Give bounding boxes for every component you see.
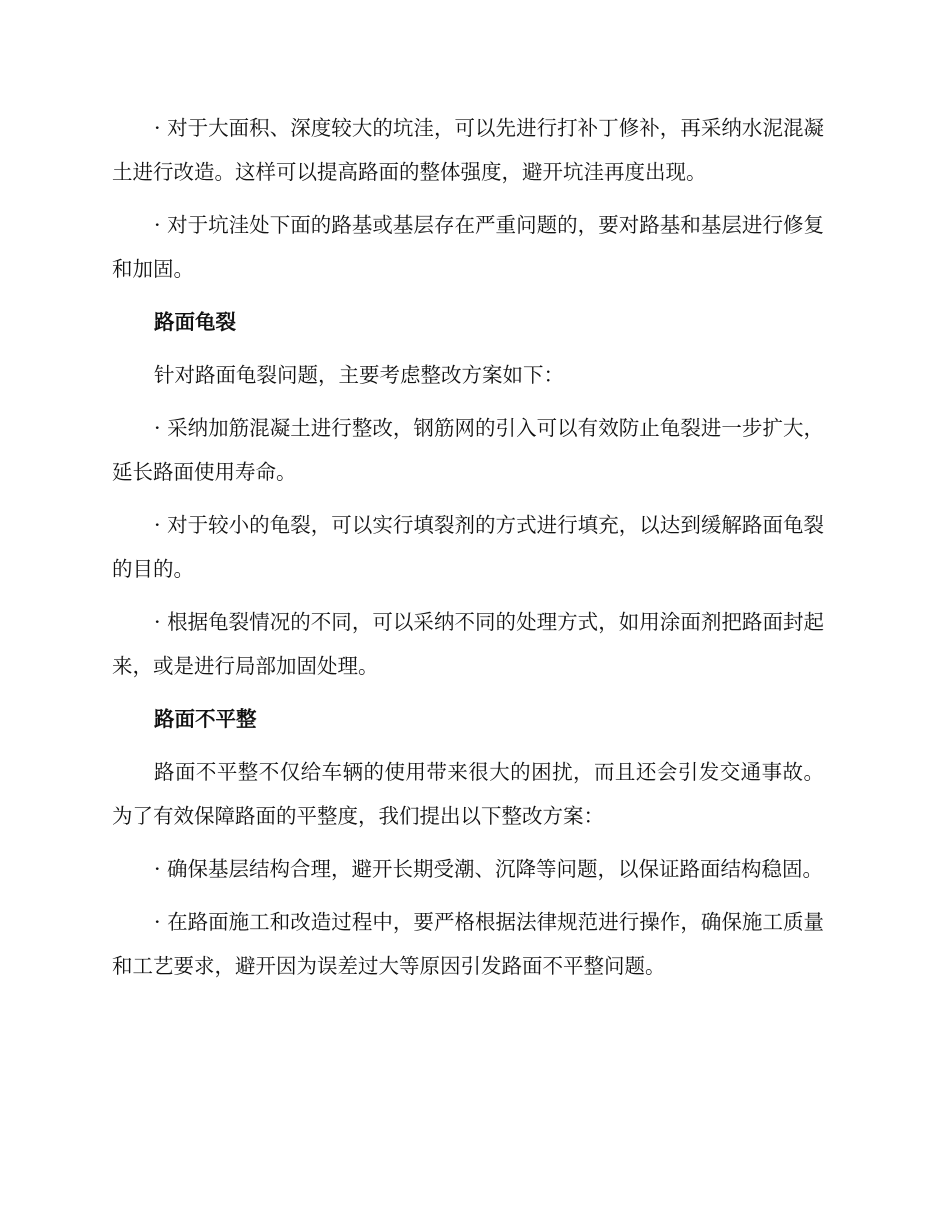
section-heading-cracking: 路面龟裂	[154, 310, 236, 334]
paragraph-unevenness-intro: 路面不平整不仅给车辆的使用带来很大的困扰，而且还会引发交通事故。为了有效保障路面的平整度，我们提出以下整改方案：	[112, 760, 824, 828]
paragraph-unevenness-base: · 确保基层结构合理，避开长期受潮、沉降等问题，以保证路面结构稳固。	[154, 857, 824, 881]
paragraph-unevenness-construction: · 在路面施工和改造过程中，要严格根据法律规范进行操作，确保施工质量和工艺要求，避开因为误差过大等原因引发路面不平整问题。	[112, 910, 824, 978]
paragraph-cracking-filler: · 对于较小的龟裂，可以实行填裂剂的方式进行填充，以达到缓解路面龟裂的目的。	[112, 513, 824, 581]
section-heading-unevenness: 路面不平整	[154, 707, 257, 731]
paragraph-cracking-intro: 针对路面龟裂问题，主要考虑整改方案如下：	[154, 363, 564, 387]
paragraph-pothole-large: · 对于大面积、深度较大的坑洼，可以先进行打补丁修补，再采纳水泥混凝土进行改造。这样可以提高路面的整体强度，避开坑洼再度出现。	[112, 116, 824, 184]
paragraph-cracking-methods: · 根据龟裂情况的不同，可以采纳不同的处理方式，如用涂面剂把路面封起来，或是进行局部加固处理。	[112, 610, 824, 678]
paragraph-pothole-base: · 对于坑洼处下面的路基或基层存在严重问题的，要对路基和基层进行修复和加固。	[112, 213, 824, 281]
document-page	[112, 106, 824, 997]
paragraph-cracking-rebar: · 采纳加筋混凝土进行整改，钢筋网的引入可以有效防止龟裂进一步扩大，延长路面使用寿命。	[112, 416, 824, 484]
